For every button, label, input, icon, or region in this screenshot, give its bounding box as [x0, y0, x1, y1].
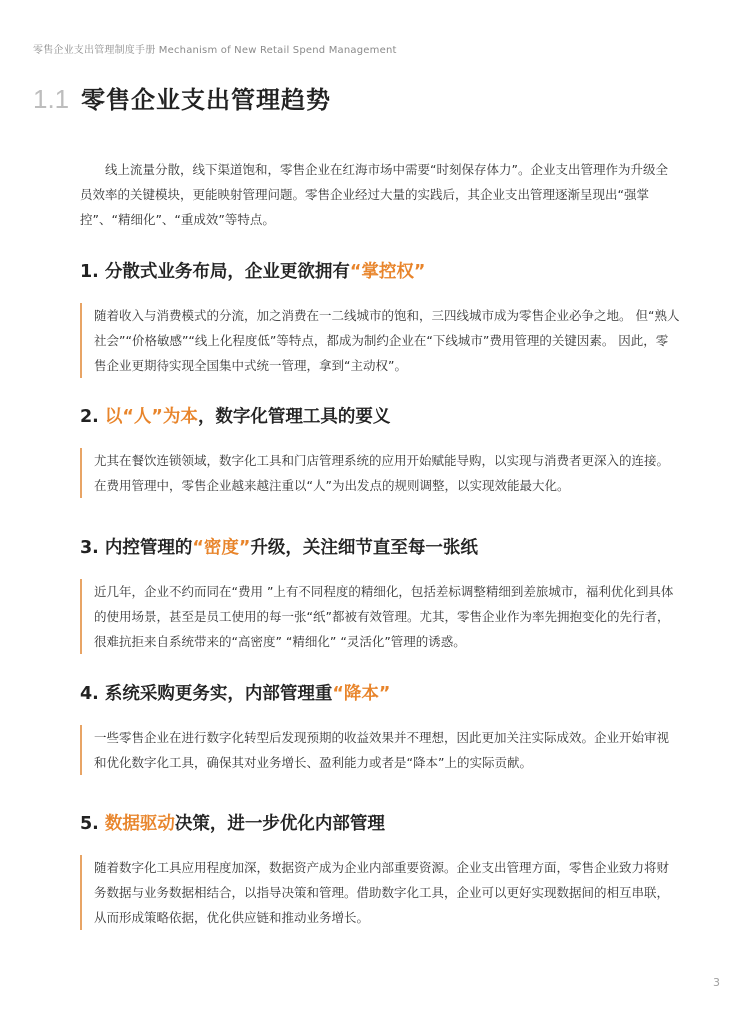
title-text: 2.: [80, 407, 105, 427]
trend-item-4: [80, 680, 680, 775]
trend-item-body: 随着收入与消费模式的分流，加之消费在一二线城市的饱和，三四线城市成为零售企业必争之地。 但“熟人社会”“价格敏感”“线上化程度低”等特点，都成为制约企业在“下线城市”费用管理的关键因素。 因此，零售企业更期待实现全国集中式统一管理，拿到“主动权”。: [80, 303, 680, 378]
trend-item-title: [80, 534, 680, 559]
trend-item-1: [80, 258, 680, 378]
trend-item-body: 一些零售企业在进行数字化转型后发现预期的收益效果并不理想，因此更加关注实际成效。企业开始审视和优化数字化工具，确保其对业务增长、盈利能力或者是“降本”上的实际贡献。: [80, 725, 680, 775]
title-highlight: 以“人”为本: [104, 407, 198, 427]
title-text: 3. 内控管理的: [80, 538, 193, 558]
trend-item-body: 尤其在餐饮连锁领域，数字化工具和门店管理系统的应用开始赋能导购，以实现与消费者更深入的连接。在费用管理中，零售企业越来越注重以“人”为出发点的规则调整，以实现效能最大化。: [80, 448, 680, 498]
title-highlight: 数据驱动: [104, 814, 175, 834]
title-text: 5.: [80, 814, 105, 834]
page-number: 3: [713, 976, 720, 989]
title-highlight: “降本”: [332, 684, 391, 704]
title-text: 4. 系统采购更务实，内部管理重: [80, 684, 333, 704]
title-text: 升级，关注细节直至每一张纸: [250, 538, 478, 558]
title-highlight: “密度”: [192, 538, 251, 558]
trend-item-title: [80, 810, 680, 835]
trend-item-title: [80, 680, 680, 705]
section-title: 零售企业支出管理趋势: [81, 86, 331, 114]
title-text: ，数字化管理工具的要义: [197, 407, 391, 427]
trend-item-title: [80, 258, 680, 283]
intro-paragraph: 线上流量分散，线下渠道饱和，零售企业在红海市场中需要“时刻保存体力”。企业支出管理作为升级全员效率的关键模块，更能映射管理问题。零售企业经过大量的实践后，其企业支出管理逐渐呈现出“强掌控”、“精细化”、“重成效”等特点。: [80, 162, 668, 227]
trend-item-3: [80, 534, 680, 654]
trend-item-body: 随着数字化工具应用程度加深，数据资产成为企业内部重要资源。企业支出管理方面，零售企业致力将财务数据与业务数据相结合，以指导决策和管理。借助数字化工具，企业可以更好实现数据间的相互串联，从而形成策略依据，优化供应链和推动业务增长。: [80, 855, 680, 930]
title-text: 决策，进一步优化内部管理: [174, 814, 385, 834]
section-heading: [33, 80, 331, 115]
title-text: 1. 分散式业务布局，企业更欲拥有: [80, 262, 350, 282]
running-header: 零售企业支出管理制度手册 Mechanism of New Retail Spend Management: [33, 45, 397, 56]
trend-item-5: [80, 810, 680, 930]
trend-item-body: 近几年，企业不约而同在“费用 ”上有不同程度的精细化，包括差标调整精细到差旅城市，福利优化到具体的使用场景，甚至是员工使用的每一张“纸”都被有效管理。尤其，零售企业作为率先拥抱变化的先行者，很难抗拒来自系统带来的“高密度” “精细化” “灵活化”管理的诱惑。: [80, 579, 680, 654]
section-number: 1.1: [33, 84, 70, 114]
trend-item-2: [80, 403, 680, 498]
trend-item-title: [80, 403, 680, 428]
title-highlight: “掌控权”: [349, 262, 426, 282]
